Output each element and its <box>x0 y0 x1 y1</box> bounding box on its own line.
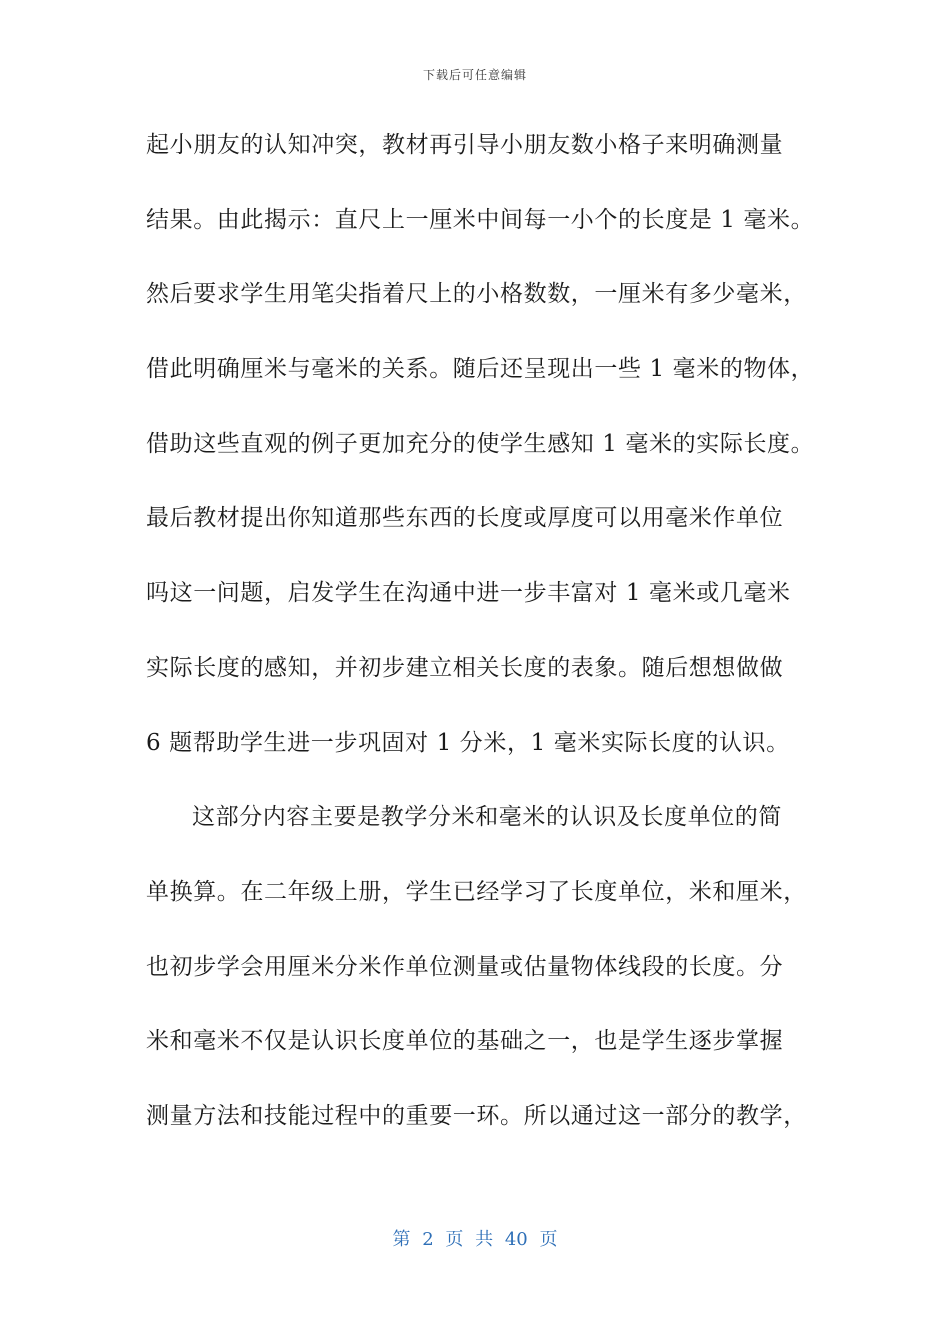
page-number-footer: 第 2 页 共 40 页 <box>392 1229 558 1250</box>
paragraph-start-line: 这部分内容主要是教学分米和毫米的认识及长度单位的简 <box>192 804 782 831</box>
text-line: 单换算。在二年级上册，学生已经学习了长度单位，米和厘米， <box>146 878 807 905</box>
text-line: 米和毫米不仅是认识长度单位的基础之一，也是学生逐步掌握 <box>146 1028 784 1055</box>
text-line: 借此明确厘米与毫米的关系。随后还呈现出一些 1 毫米的物体， <box>146 356 815 383</box>
text-line: 测量方法和技能过程中的重要一环。所以通过这一部分的教学， <box>146 1102 807 1129</box>
text-line: 吗这一问题，启发学生在沟通中进一步丰富对 1 毫米或几毫米 <box>146 580 791 607</box>
body-text <box>146 120 826 1166</box>
text-line: 6 题帮助学生进一步巩固对 1 分米，1 毫米实际长度的认识。 <box>146 729 790 756</box>
text-line: 也初步学会用厘米分米作单位测量或估量物体线段的长度。分 <box>146 953 784 980</box>
text-line: 然后要求学生用笔尖指着尺上的小格数数，一厘米有多少毫米， <box>146 281 807 308</box>
text-line: 实际长度的感知，并初步建立相关长度的表象。随后想想做做 <box>146 654 784 681</box>
header-note: 下载后可任意编辑 <box>422 68 527 82</box>
text-line: 结果。由此揭示：直尺上一厘米中间每一小个的长度是 1 毫米。 <box>146 206 815 233</box>
text-line: 起小朋友的认知冲突，教材再引导小朋友数小格子来明确测量 <box>146 132 784 158</box>
text-line: 借助这些直观的例子更加充分的使学生感知 1 毫米的实际长度。 <box>146 430 815 457</box>
text-line: 最后教材提出你知道那些东西的长度或厚度可以用毫米作单位 <box>146 505 784 532</box>
